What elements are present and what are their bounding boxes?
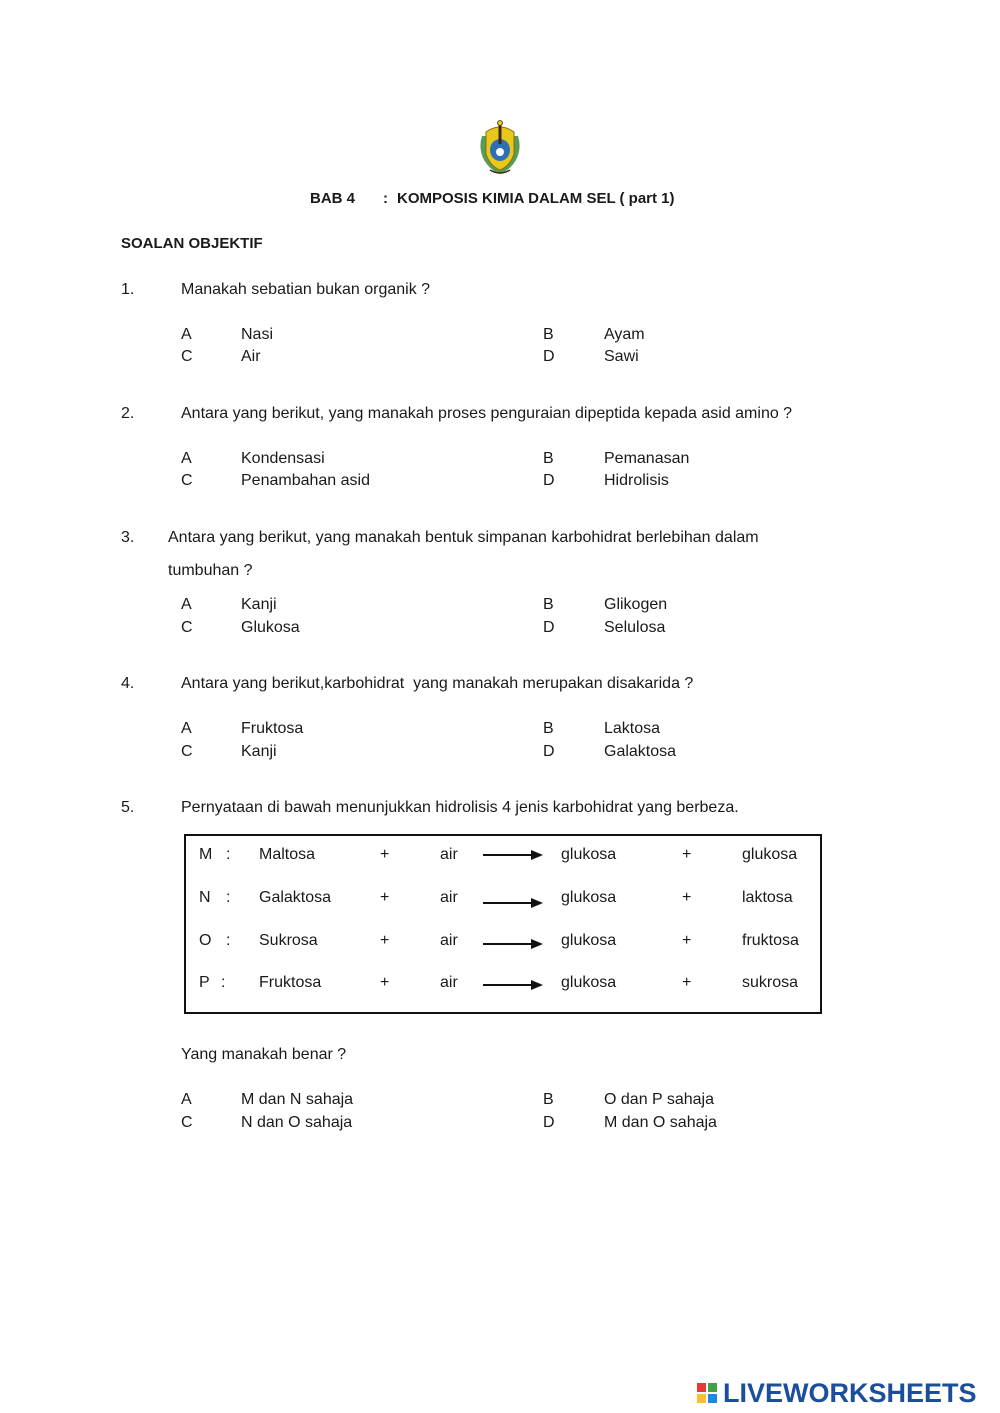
water: air [440,932,458,949]
reaction-colon: : [226,889,231,906]
option-text: Nasi [241,326,274,343]
arrow-right-icon [483,979,543,991]
reaction-label: O [199,932,212,949]
option-letter: C [181,619,193,636]
option-text: Hidrolisis [604,472,669,489]
option-text: Glukosa [241,619,300,636]
option-letter: B [543,326,554,343]
followup-question: Yang manakah benar ? [181,1046,347,1063]
option-text: Penambahan asid [241,472,370,489]
option-text: O dan P sahaja [604,1091,715,1108]
question-text: Antara yang berikut,karbohidrat yang manakah merupakan disakarida ? [181,675,694,692]
logo-text: LIVEWORKSHEETS [723,1378,977,1408]
option-text: M dan O sahaja [604,1114,717,1131]
reactant: Galaktosa [259,889,332,906]
option-letter: D [543,348,555,365]
water: air [440,889,458,906]
reaction-table [184,834,822,1014]
option-text: Sawi [604,348,639,365]
reactant: Maltosa [259,846,316,863]
option-text: Pemanasan [604,450,690,467]
option-text: M dan N sahaja [241,1091,354,1108]
question-number: 2. [121,405,135,422]
title-separator: : [383,190,388,207]
reaction-colon: : [226,846,231,863]
option-text: Kanji [241,596,277,613]
option-text: Galaktosa [604,743,677,760]
option-letter: A [181,1091,192,1108]
plus-sign: + [380,889,390,906]
question-number: 4. [121,675,135,692]
option-text: Kanji [241,743,277,760]
plus-sign: + [682,974,692,991]
option-letter: B [543,596,554,613]
school-crest-icon [476,118,524,178]
reactant: Sukrosa [259,932,318,949]
product-1: glukosa [561,846,617,863]
arrow-right-icon [483,938,543,950]
plus-sign: + [682,932,692,949]
option-letter: A [181,596,192,613]
question-text-line2: tumbuhan ? [168,562,253,579]
page-title: KOMPOSIS KIMIA DALAM SEL ( part 1) [397,190,675,207]
option-text: Fruktosa [241,720,304,737]
question-number: 1. [121,281,135,298]
product-1: glukosa [561,974,617,991]
section-heading: SOALAN OBJEKTIF [121,235,263,252]
option-letter: C [181,472,193,489]
option-text: Air [241,348,261,365]
water: air [440,846,458,863]
reactant: Fruktosa [259,974,322,991]
option-letter: D [543,472,555,489]
arrow-right-icon [483,897,543,909]
option-letter: B [543,450,554,467]
option-letter: A [181,720,192,737]
plus-sign: + [682,846,692,863]
option-text: N dan O sahaja [241,1114,353,1131]
option-letter: A [181,326,192,343]
option-letter: B [543,720,554,737]
question-number: 5. [121,799,135,816]
question-text: Antara yang berikut, yang manakah proses penguraian dipeptida kepada asid amino ? [181,405,793,422]
reaction-colon: : [221,974,226,991]
product-1: glukosa [561,889,617,906]
option-text: Glikogen [604,596,668,613]
option-letter: A [181,450,192,467]
option-letter: D [543,743,555,760]
question-text-line1: Antara yang berikut, yang manakah bentuk simpanan karbohidrat berlebihan dalam [168,529,759,546]
plus-sign: + [380,974,390,991]
option-letter: D [543,619,555,636]
reaction-colon: : [226,932,231,949]
product-2: glukosa [742,846,798,863]
option-letter: C [181,348,193,365]
reaction-label: N [199,889,211,906]
option-text: Laktosa [604,720,661,737]
option-letter: B [543,1091,554,1108]
option-text: Ayam [604,326,645,343]
plus-sign: + [380,932,390,949]
option-letter: C [181,1114,193,1131]
reaction-label: P [199,974,210,991]
product-1: glukosa [561,932,617,949]
chapter-label: BAB 4 [310,190,356,207]
arrow-right-icon [483,849,543,861]
plus-sign: + [682,889,692,906]
product-2: sukrosa [742,974,799,991]
question-text: Pernyataan di bawah menunjukkan hidrolisis 4 jenis karbohidrat yang berbeza. [181,799,739,816]
question-text: Manakah sebatian bukan organik ? [181,281,431,298]
reaction-label: M [199,846,213,863]
plus-sign: + [380,846,390,863]
option-text: Selulosa [604,619,666,636]
product-2: laktosa [742,889,793,906]
option-letter: C [181,743,193,760]
option-letter: D [543,1114,555,1131]
water: air [440,974,458,991]
option-text: Kondensasi [241,450,325,467]
product-2: fruktosa [742,932,799,949]
question-number: 3. [121,529,135,546]
